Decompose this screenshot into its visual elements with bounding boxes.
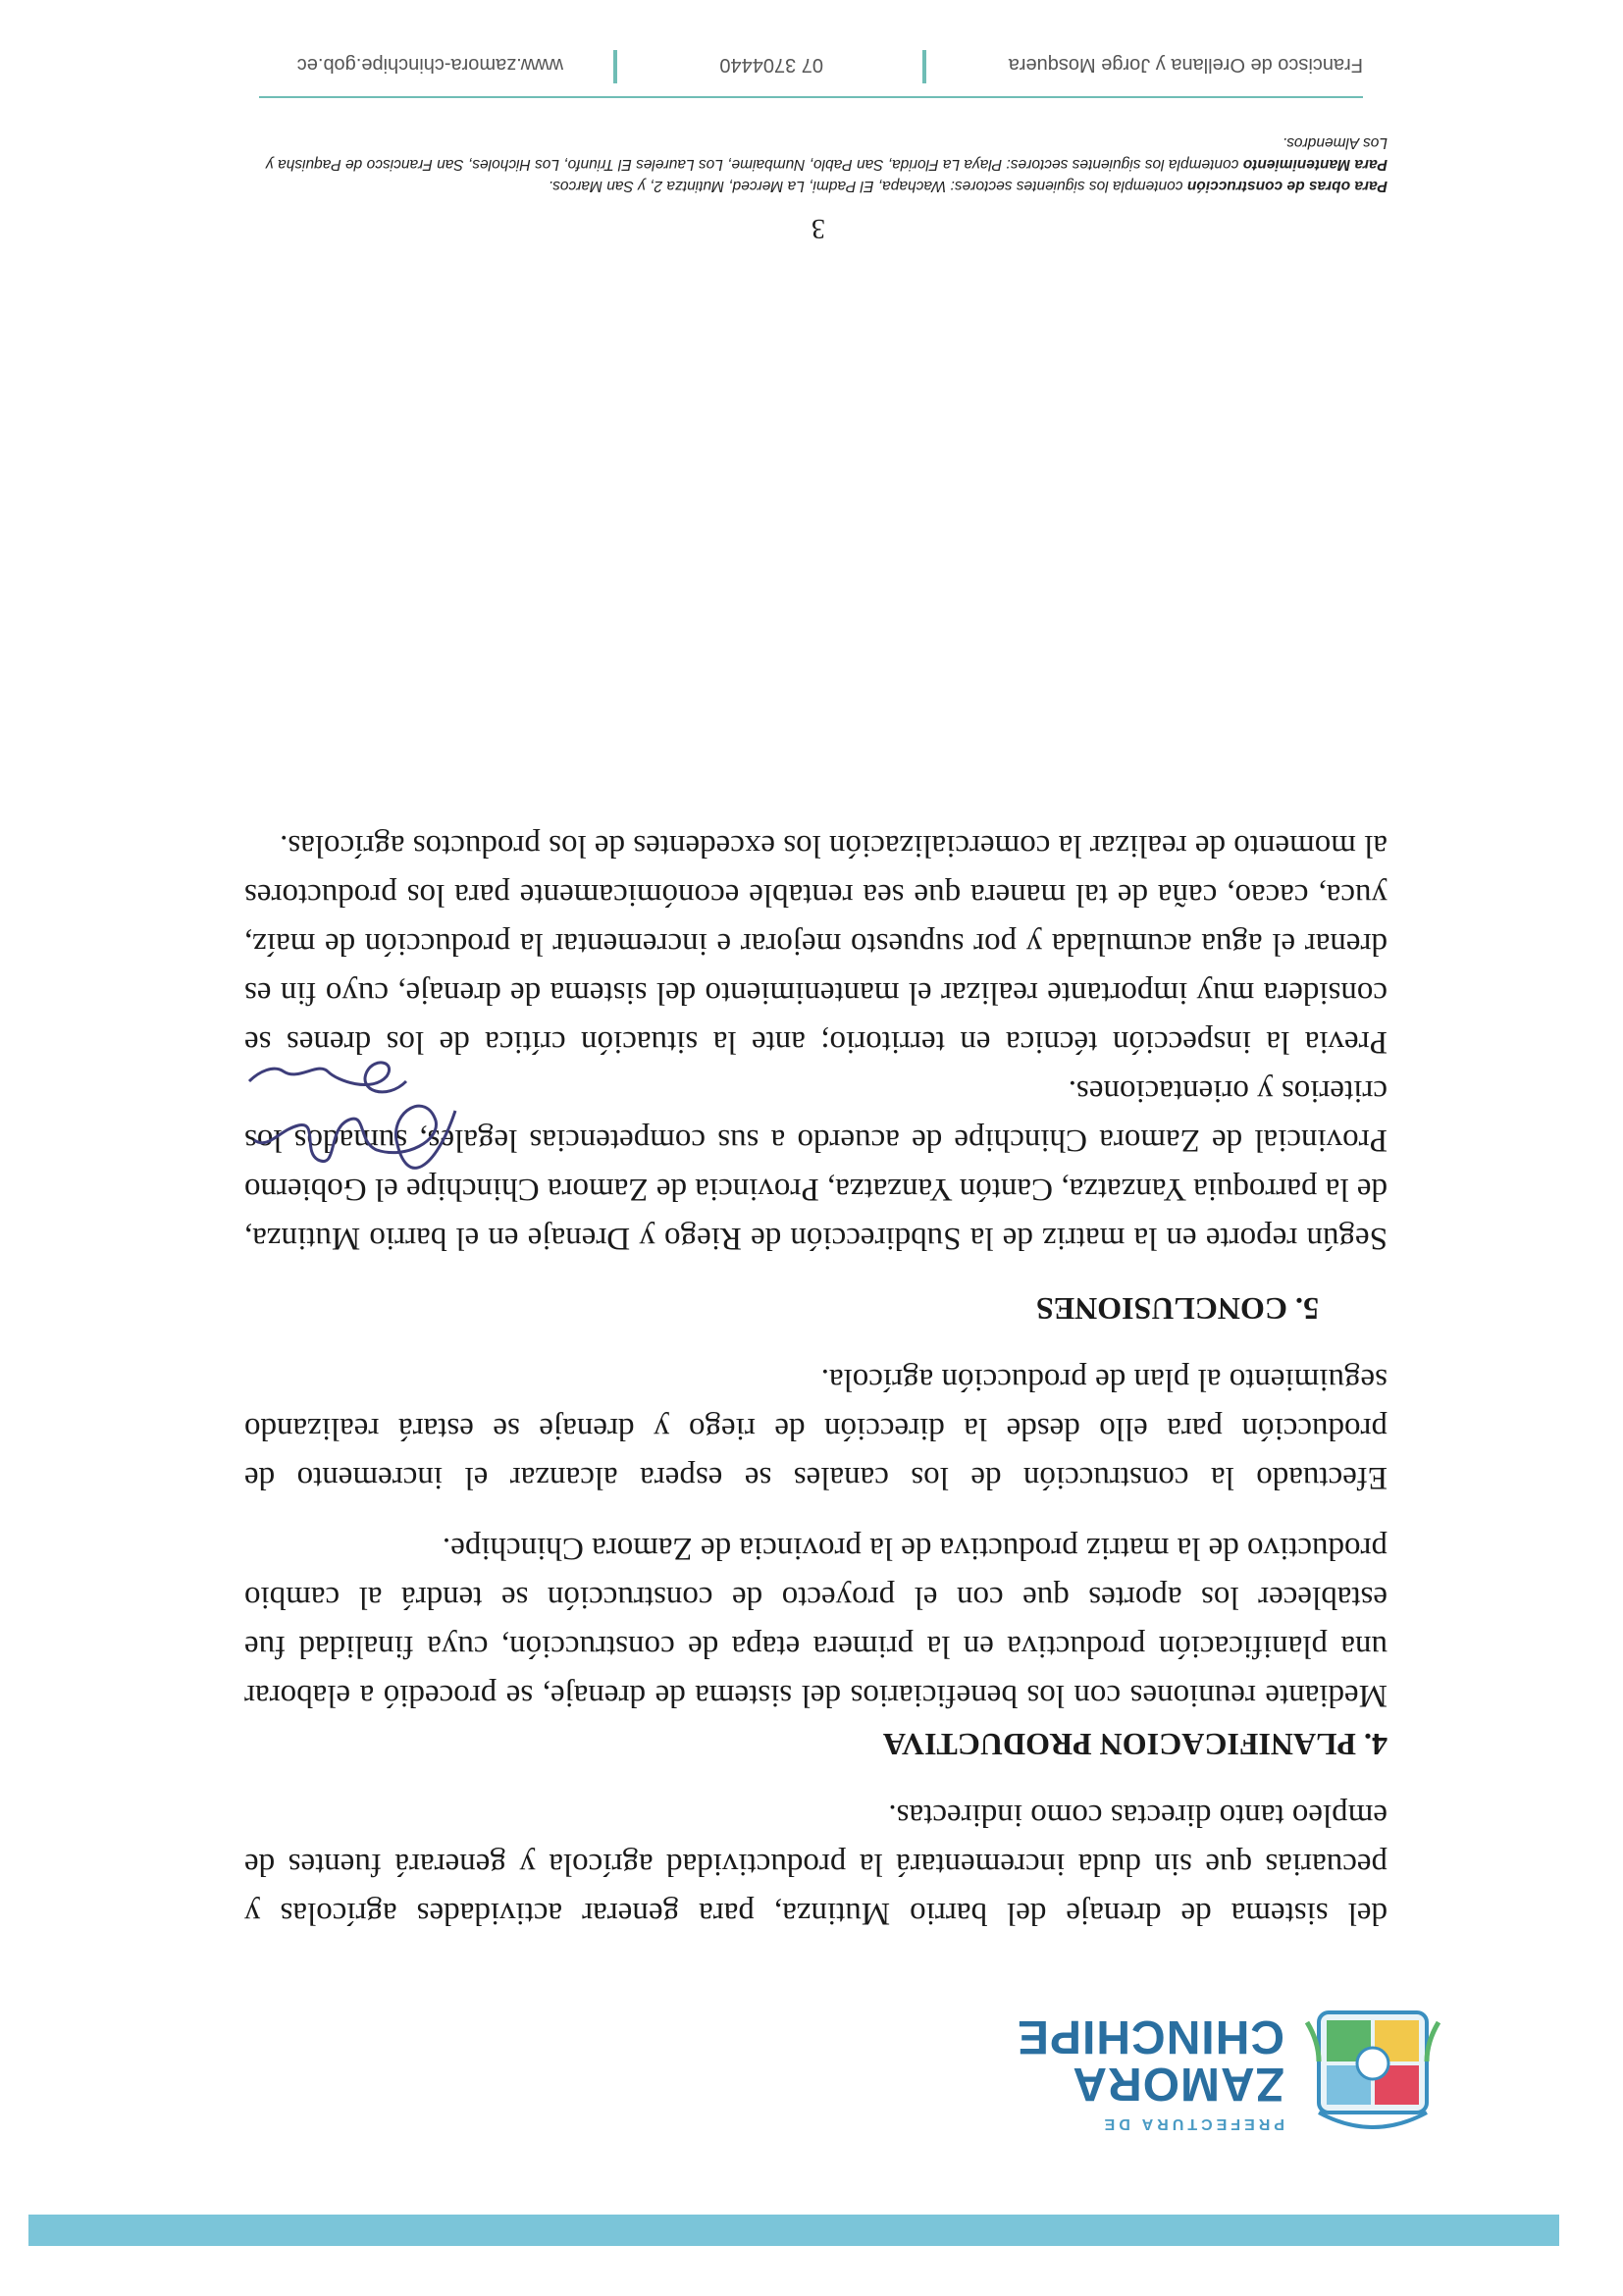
footnote-construction-text: contempla los siguientes sectores: Wachapa, El Padmi, La Merced, Mutintza 2, y San Marcos. <box>548 178 1187 194</box>
paragraph-drainage-intro: del sistema de drenaje del barrio Mutinza, para generar actividades agrícolas y pecuarias que sin duda incrementará la productividad agrícola y generará fuentes de empleo tanto directas como indirectas. <box>244 1798 1387 1931</box>
footnote-maintenance <box>249 131 1387 175</box>
page-number: 3 <box>812 213 825 243</box>
paragraph-construccion: Efectuado la construcción de los canales se espera alcanzar el incremento de producción para ello desde la dirección de riego y drenaje se estará realizando seguimiento al plan de producción agrícola. <box>244 1362 1387 1495</box>
heading-conclusiones: 5. CONCLUSIONES <box>1035 1291 1319 1327</box>
crest-icon <box>1299 1993 1446 2140</box>
heading-planificacion: 4. PLANIFICACION PRODUCTIVA <box>882 1727 1387 1762</box>
body-content <box>244 821 1387 1938</box>
footer-website: www.zamora-chinchipe.gob.ec <box>296 54 563 76</box>
paragraph-planificacion: Mediante reuniones con los beneficiarios del sistema de drenaje, se procedió a elaborar una planificación productiva en la primera etapa de construcción, cuya finalidad fue establecer los aportes que con el proyecto de construcción se tendrá al cambio productivo de la matriz productiva de la provincia de Zamora Chinchipe. <box>244 1531 1387 1713</box>
paragraph-conclusion-inspection: Previa la inspección técnica en territorio; ante la situación crítica de los drenes se considera muy importante realizar el mantenimiento del sistema de drenaje, cuyo fin es drenar el agua acumulada y por supuesto mejorar e incrementar la producción de maíz, yuca, cacao, caña de tal manera que sea rentable económicamente para los productores al momento de realizar la comercialización los excedentes de los productos agrícolas. <box>244 828 1387 1060</box>
logo-prefectura-label: PREFECTURA DE <box>1100 2115 1284 2132</box>
footer-address: Francisco de Orellana y Jorge Mosquera <box>1008 54 1363 76</box>
paragraph-conclusion-report: Según reporte en la matriz de la Subdirección de Riego y Drenaje en el barrio Mutinza, de la parroquia Yanzatza, Cantón Yanzatza, Provincia de Zamora Chinchipe el Gobierno Provincial de Zamora Chinchipe de acuerdo a sus competencias legales, sumados los criterios y orientaciones. <box>244 1073 1387 1256</box>
footer-phone: 07 3704440 <box>719 54 823 76</box>
footnotes <box>249 131 1387 196</box>
footnote-maintenance-text: contempla los siguientes sectores: Playa La Florida, San Pablo, Numbaime, Los Laureles El Triunfo, Los Hicholes, San Francisco de Paquisha y Los Almendros. <box>266 134 1387 173</box>
footnote-maintenance-label: Para Mantenimiento <box>1242 156 1387 173</box>
footnote-construction-label: Para obras de construcción <box>1186 178 1387 194</box>
footer-separator <box>613 50 617 83</box>
prefectura-logo <box>975 1993 1446 2140</box>
header-color-bar <box>28 2215 1559 2246</box>
footnote-construction <box>249 175 1387 196</box>
footer <box>259 46 1363 85</box>
footer-separator <box>922 50 926 83</box>
handwritten-signature <box>230 1042 465 1228</box>
footer-divider <box>259 96 1363 98</box>
logo-zamora-label: ZAMORA <box>1072 2058 1284 2110</box>
logo-chinchipe-label: CHINCHIPE <box>1016 2010 1284 2062</box>
